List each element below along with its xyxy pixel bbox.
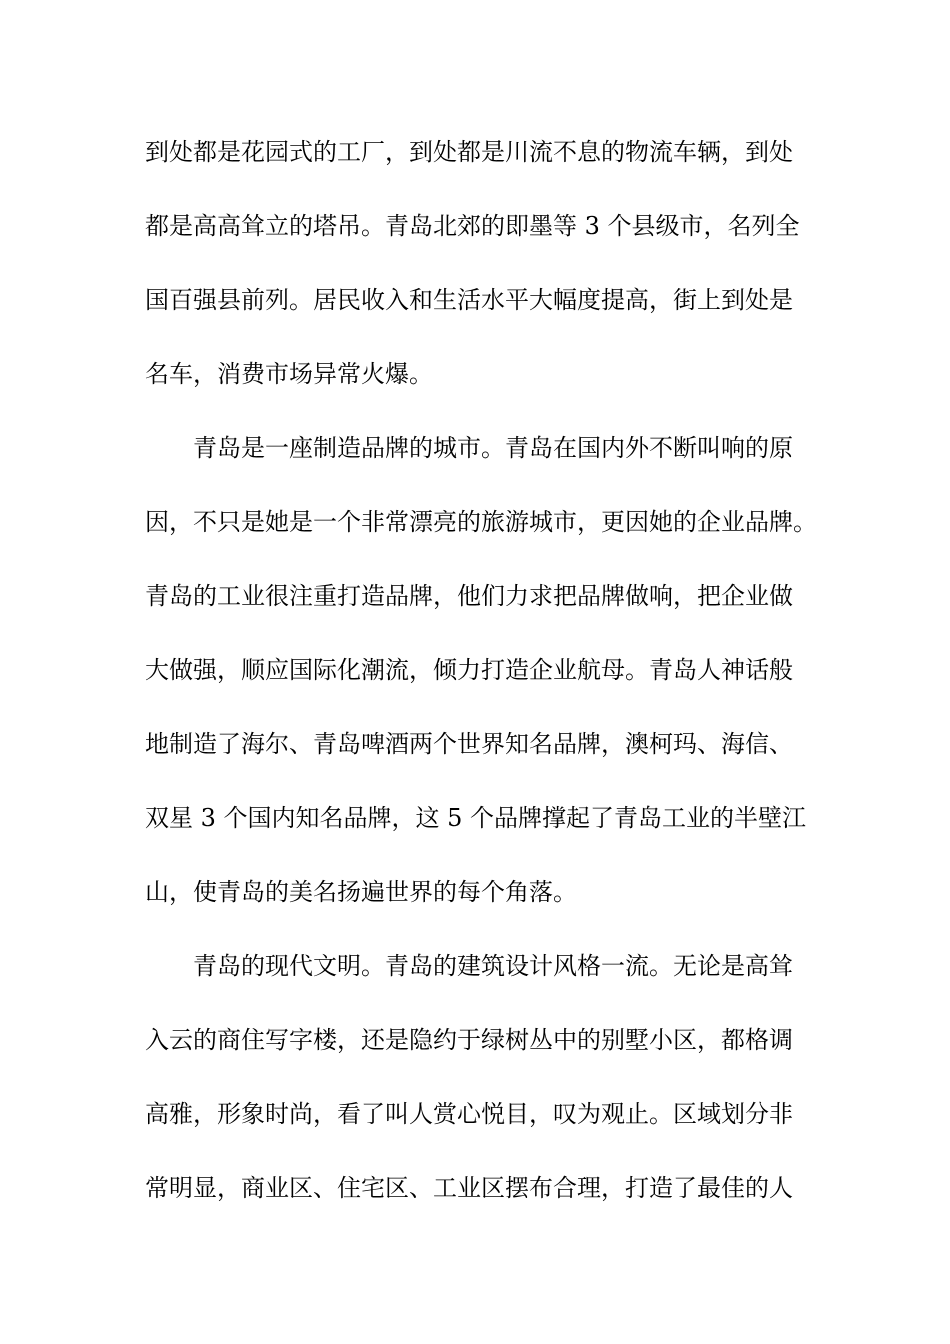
text-line: 都是高高耸立的塔吊。青岛北郊的即墨等 3 个县级市，名列全 <box>145 212 800 240</box>
text-line: 名车，消费市场异常火爆。 <box>145 360 433 388</box>
text-line: 国百强县前列。居民收入和生活水平大幅度提高，街上到处是 <box>145 286 793 314</box>
text-line: 双星 3 个国内知名品牌，这 5 个品牌撑起了青岛工业的半壁江 <box>145 804 807 832</box>
text-line: 到处都是花园式的工厂，到处都是川流不息的物流车辆，到处 <box>145 138 793 166</box>
text-line: 地制造了海尔、青岛啤酒两个世界知名品牌，澳柯玛、海信、 <box>145 730 793 758</box>
text-line: 入云的商住写字楼，还是隐约于绿树丛中的别墅小区，都格调 <box>145 1026 793 1054</box>
text-line: 高雅，形象时尚，看了叫人赏心悦目，叹为观止。区域划分非 <box>145 1100 793 1128</box>
text-line: 因，不只是她是一个非常漂亮的旅游城市，更因她的企业品牌。 <box>145 508 817 536</box>
text-line: 青岛的工业很注重打造品牌，他们力求把品牌做响，把企业做 <box>145 582 793 610</box>
text-line: 山，使青岛的美名扬遍世界的每个角落。 <box>145 878 577 906</box>
text-line: 常明显，商业区、住宅区、工业区摆布合理，打造了最佳的人 <box>145 1174 793 1202</box>
paragraph-first-line: 青岛是一座制造品牌的城市。青岛在国内外不断叫响的原 <box>193 434 793 462</box>
paragraph-first-line: 青岛的现代文明。青岛的建筑设计风格一流。无论是高耸 <box>193 952 793 980</box>
text-line: 大做强，顺应国际化潮流，倾力打造企业航母。青岛人神话般 <box>145 656 793 684</box>
